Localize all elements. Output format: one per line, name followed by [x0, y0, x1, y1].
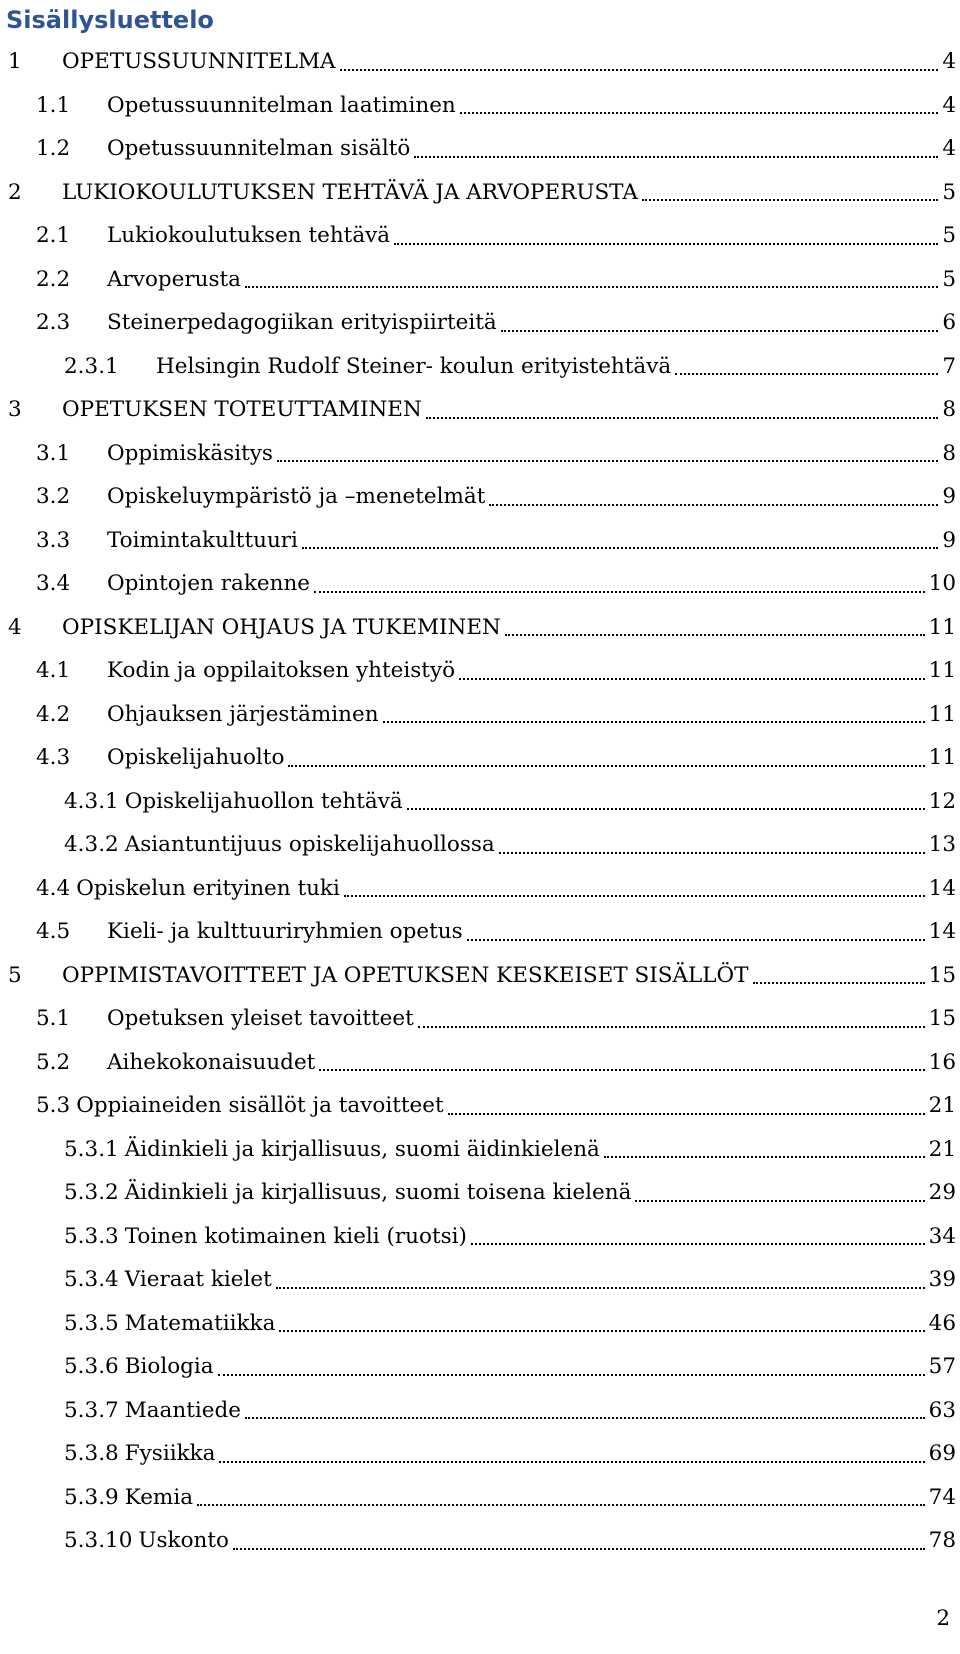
dot-leader [501, 330, 939, 332]
toc-entry-label: Oppimiskäsitys [107, 440, 273, 466]
dot-leader [302, 547, 938, 549]
dot-leader [426, 417, 939, 419]
toc-entry[interactable] [0, 736, 960, 780]
dot-leader [340, 69, 939, 71]
dot-leader [471, 1243, 925, 1245]
toc-entry[interactable] [0, 1215, 960, 1259]
toc-entry-page: 69 [928, 1441, 956, 1467]
toc-entry[interactable] [0, 997, 960, 1041]
toc-entry-label: Äidinkieli ja kirjallisuus, suomi toisena kielenä [124, 1180, 632, 1206]
toc-entry-label: Aihekokonaisuudet [107, 1049, 316, 1075]
toc-entry-number: 5 [8, 962, 22, 988]
toc-entry-label: OPPIMISTAVOITTEET JA OPETUKSEN KESKEISET SISÄLLÖT [62, 962, 749, 988]
toc-entry-page: 9 [942, 527, 956, 553]
dot-leader [642, 199, 938, 201]
dot-leader [489, 504, 938, 506]
dot-leader [383, 721, 925, 723]
toc-entry-label: Lukiokoulutuksen tehtävä [107, 223, 391, 249]
toc-entry-page: 11 [928, 701, 956, 727]
toc-entry-label: Opetussuunnitelman laatiminen [107, 92, 456, 118]
dot-leader [197, 1504, 925, 1506]
toc-entry[interactable] [0, 693, 960, 737]
dot-leader [414, 156, 938, 158]
toc-entry-number: 5.3.4 [64, 1267, 119, 1293]
toc-entry-number: 5.3.6 [64, 1354, 119, 1380]
toc-entry-label: Opiskeluympäristö ja –menetelmät [107, 484, 486, 510]
toc-entry[interactable] [0, 780, 960, 824]
toc-entry-number: 4.2 [36, 701, 71, 727]
toc-entry-number: 5.3.5 [64, 1310, 119, 1336]
toc-entry[interactable] [0, 258, 960, 302]
dot-leader [276, 1287, 925, 1289]
dot-leader [344, 895, 925, 897]
toc-entry-page: 11 [928, 745, 956, 771]
toc-entry-number: 5.3.1 [64, 1136, 119, 1162]
toc-entry-number: 3.1 [36, 440, 71, 466]
toc-entry-number: 4.3.2 [64, 832, 119, 858]
toc-entry-page: 29 [928, 1180, 956, 1206]
toc-entry-label: Kemia [124, 1484, 194, 1510]
toc-entry[interactable] [0, 606, 960, 650]
dot-leader [505, 634, 925, 636]
toc-list [0, 40, 960, 1563]
toc-entry-label: Ohjauksen järjestäminen [107, 701, 379, 727]
dot-leader [277, 460, 938, 462]
toc-entry[interactable] [0, 40, 960, 84]
toc-entry-label: Toinen kotimainen kieli (ruotsi) [124, 1223, 467, 1249]
toc-entry-label: OPETUKSEN TOTEUTTAMINEN [62, 397, 422, 423]
toc-entry-label: Opetuksen yleiset tavoitteet [107, 1006, 414, 1032]
toc-entry-page: 9 [942, 484, 956, 510]
toc-entry-label: Äidinkieli ja kirjallisuus, suomi äidinkielenä [124, 1136, 600, 1162]
dot-leader [467, 939, 925, 941]
toc-entry-page: 12 [928, 788, 956, 814]
toc-entry-page: 10 [928, 571, 956, 597]
dot-leader [418, 1026, 925, 1028]
toc-title: Sisällysluettelo [6, 6, 214, 34]
dot-leader [245, 286, 938, 288]
toc-entry-label: Vieraat kielet [124, 1267, 272, 1293]
toc-entry[interactable] [0, 562, 960, 606]
toc-entry-page: 39 [928, 1267, 956, 1293]
toc-entry-page: 21 [928, 1093, 956, 1119]
toc-entry[interactable] [0, 867, 960, 911]
toc-entry[interactable] [0, 1345, 960, 1389]
toc-entry-label: OPETUSSUUNNITELMA [62, 49, 336, 75]
toc-entry-number: 5.2 [36, 1049, 71, 1075]
toc-entry-page: 6 [942, 310, 956, 336]
toc-entry-page: 11 [928, 614, 956, 640]
toc-entry-label: Arvoperusta [107, 266, 241, 292]
toc-entry-number: 4.4 [36, 875, 71, 901]
toc-entry-number: 5.3 [36, 1093, 71, 1119]
toc-entry-page: 46 [928, 1310, 956, 1336]
toc-entry-number: 5.3.2 [64, 1180, 119, 1206]
toc-entry[interactable] [0, 388, 960, 432]
toc-entry[interactable] [0, 214, 960, 258]
toc-entry-label: Asiantuntijuus opiskelijahuollossa [124, 832, 495, 858]
toc-entry-page: 4 [942, 49, 956, 75]
dot-leader [245, 1417, 925, 1419]
toc-entry[interactable] [0, 1084, 960, 1128]
toc-entry-number: 1.1 [36, 92, 71, 118]
toc-entry-number: 4.1 [36, 658, 71, 684]
toc-entry[interactable] [0, 1432, 960, 1476]
toc-entry-page: 15 [928, 962, 956, 988]
dot-leader [604, 1156, 925, 1158]
toc-entry-number: 2.3.1 [64, 353, 119, 379]
toc-entry[interactable] [0, 910, 960, 954]
toc-entry-page: 4 [942, 136, 956, 162]
toc-entry-number: 1.2 [36, 136, 71, 162]
toc-entry-number: 4.3.1 [64, 788, 119, 814]
toc-entry[interactable] [0, 1476, 960, 1520]
toc-entry-label: Helsingin Rudolf Steiner- koulun erityistehtävä [156, 353, 672, 379]
toc-entry-label: Maantiede [124, 1397, 241, 1423]
toc-entry-number: 1 [8, 49, 22, 75]
toc-entry-page: 5 [942, 179, 956, 205]
toc-entry[interactable] [0, 823, 960, 867]
dot-leader [319, 1069, 924, 1071]
toc-entry[interactable] [0, 1389, 960, 1433]
toc-entry[interactable] [0, 1258, 960, 1302]
toc-entry-number: 3.2 [36, 484, 71, 510]
toc-entry-page: 5 [942, 223, 956, 249]
toc-entry-label: LUKIOKOULUTUKSEN TEHTÄVÄ JA ARVOPERUSTA [62, 179, 638, 205]
dot-leader [288, 765, 924, 767]
toc-entry-number: 2.1 [36, 223, 71, 249]
toc-entry-label: Opintojen rakenne [107, 571, 311, 597]
toc-entry[interactable] [0, 432, 960, 476]
toc-entry-label: Oppiaineiden sisällöt ja tavoitteet [76, 1093, 444, 1119]
toc-entry[interactable] [0, 475, 960, 519]
page-number: 2 [936, 1606, 950, 1631]
toc-entry-page: 57 [928, 1354, 956, 1380]
toc-entry[interactable] [0, 1128, 960, 1172]
toc-entry[interactable] [0, 171, 960, 215]
toc-entry-label: Opiskelijahuollon tehtävä [124, 788, 403, 814]
toc-entry-number: 5.3.3 [64, 1223, 119, 1249]
toc-entry-page: 14 [928, 919, 956, 945]
toc-entry[interactable] [0, 1171, 960, 1215]
toc-entry-label: Kieli- ja kulttuuriryhmien opetus [107, 919, 463, 945]
toc-entry[interactable] [0, 301, 960, 345]
dot-leader [459, 678, 925, 680]
toc-entry-label: Opiskelun erityinen tuki [76, 875, 340, 901]
toc-entry-number: 4 [8, 614, 22, 640]
toc-entry-label: Toimintakulttuuri [107, 527, 298, 553]
toc-entry-page: 8 [942, 440, 956, 466]
toc-entry-page: 4 [942, 92, 956, 118]
dot-leader [675, 373, 938, 375]
toc-entry-page: 74 [928, 1484, 956, 1510]
toc-entry[interactable] [0, 127, 960, 171]
toc-entry-number: 2.3 [36, 310, 71, 336]
toc-entry-number: 2.2 [36, 266, 71, 292]
toc-entry-number: 5.1 [36, 1006, 71, 1032]
toc-entry[interactable] [0, 649, 960, 693]
dot-leader [279, 1330, 924, 1332]
toc-entry-label: OPISKELIJAN OHJAUS JA TUKEMINEN [62, 614, 501, 640]
dot-leader [233, 1548, 925, 1550]
toc-entry-label: Uskonto [138, 1528, 229, 1554]
toc-entry[interactable] [0, 1519, 960, 1563]
toc-entry[interactable] [0, 84, 960, 128]
dot-leader [394, 243, 938, 245]
toc-entry-page: 8 [942, 397, 956, 423]
dot-leader [407, 808, 925, 810]
toc-entry-label: Steinerpedagogiikan erityispiirteitä [107, 310, 497, 336]
toc-entry-label: Opiskelijahuolto [107, 745, 285, 771]
toc-entry-number: 3.3 [36, 527, 71, 553]
toc-entry[interactable] [0, 345, 960, 389]
toc-entry-number: 3 [8, 397, 22, 423]
toc-entry[interactable] [0, 1302, 960, 1346]
toc-entry-page: 13 [928, 832, 956, 858]
dot-leader [219, 1461, 924, 1463]
toc-entry-number: 2 [8, 179, 22, 205]
dot-leader [635, 1200, 924, 1202]
toc-entry-page: 15 [928, 1006, 956, 1032]
toc-entry[interactable] [0, 519, 960, 563]
toc-entry-page: 78 [928, 1528, 956, 1554]
toc-entry-label: Kodin ja oppilaitoksen yhteistyö [107, 658, 456, 684]
toc-entry-label: Fysiikka [124, 1441, 216, 1467]
toc-entry-page: 7 [942, 353, 956, 379]
toc-entry-page: 63 [928, 1397, 956, 1423]
toc-entry-number: 5.3.8 [64, 1441, 119, 1467]
toc-entry-page: 11 [928, 658, 956, 684]
dot-leader [448, 1113, 925, 1115]
toc-entry-number: 4.5 [36, 919, 71, 945]
toc-entry-number: 5.3.7 [64, 1397, 119, 1423]
toc-entry-label: Opetussuunnitelman sisältö [107, 136, 411, 162]
dot-leader [753, 982, 925, 984]
toc-entry-label: Matematiikka [124, 1310, 276, 1336]
toc-entry-number: 5.3.10 [64, 1528, 133, 1554]
toc-entry-page: 5 [942, 266, 956, 292]
toc-entry[interactable] [0, 954, 960, 998]
toc-entry-number: 5.3.9 [64, 1484, 119, 1510]
toc-entry-number: 3.4 [36, 571, 71, 597]
dot-leader [314, 591, 925, 593]
dot-leader [218, 1374, 925, 1376]
toc-entry-page: 21 [928, 1136, 956, 1162]
toc-entry-page: 14 [928, 875, 956, 901]
dot-leader [460, 112, 939, 114]
toc-entry-page: 16 [928, 1049, 956, 1075]
toc-entry-number: 4.3 [36, 745, 71, 771]
toc-entry[interactable] [0, 1041, 960, 1085]
dot-leader [499, 852, 925, 854]
toc-entry-label: Biologia [124, 1354, 214, 1380]
toc-entry-page: 34 [928, 1223, 956, 1249]
